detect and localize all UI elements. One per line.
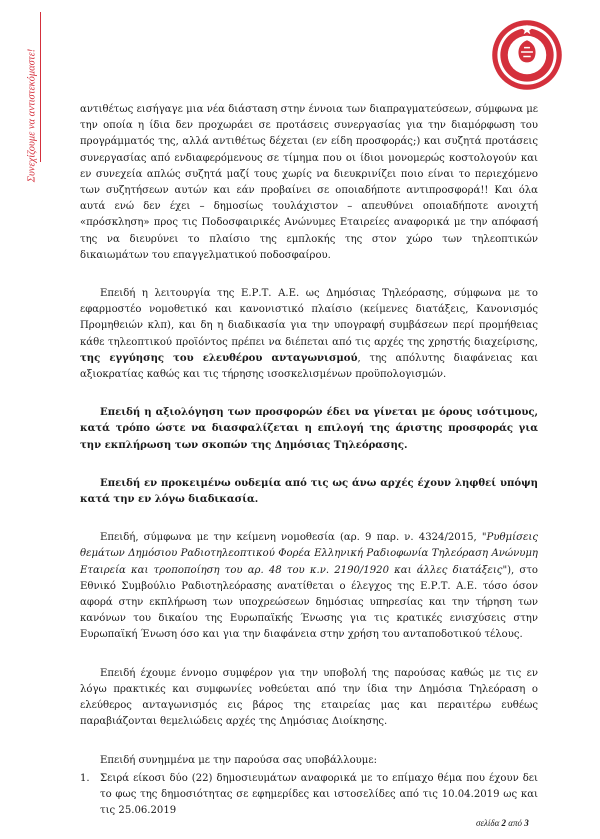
attachments-intro: Επειδή συνημμένα με την παρούσα σας υποβάλλουμε: bbox=[100, 754, 377, 766]
page-number-total: 3 bbox=[524, 818, 529, 828]
page-number-sep: από bbox=[508, 818, 523, 828]
list-item-text: Σειρά είκοσι δύο (22) δημοσιευμάτων αναφορικά με το επίμαχο θέμα που έχουν δει το φως της δημοσιότητας σε εφημερίδες και ιστοσελίδες από τις 10.04.2019 ως και τις 25.06.2019 bbox=[100, 772, 538, 817]
side-slogan bbox=[22, 0, 42, 230]
paragraph-legislation-law-title: Ρυθμίσεις θεμάτων Δημόσιου Ραδιοτηλεοπτικού Φορέα Ελληνική Ραδιοφωνία Τηλεόραση Ανώνυμη Εταιρεία και τροποποίηση του αρ. 48 του κ.ν. 2190/1920 και άλλες διατάξεις bbox=[80, 532, 538, 576]
paragraph-legislation-text: Επειδή, σύμφωνα με την κείμενη νομοθεσία (αρ. 9 παρ. ν. 4324/2015, " bbox=[100, 532, 487, 544]
list-item-number: 1. bbox=[80, 772, 90, 784]
paragraph-ert-operation-end: , της απόλυτης διαφάνειας και αξιοκρατίας καθώς και τις τήρησης ισοσκελισμένων προϋπολογισμών. bbox=[80, 352, 538, 381]
side-divider bbox=[40, 12, 41, 162]
letter-body bbox=[80, 102, 538, 819]
paragraph-principles: Επειδή εν προκειμένω ουδεμία από τις ως άνω αρχές έχουν ληφθεί υπόψη κατά την εν λόγω διαδικασία. bbox=[80, 477, 538, 506]
paragraph-ert-operation bbox=[80, 286, 538, 383]
paragraph-legal-interest: Επειδή έχουμε έννομο συμφέρον για την υποβολή της παρούσας καθώς με τις εν λόγω πρακτικές και συμφωνίες νοθεύεται από την ίδια την Δημόσια Τηλεόραση ο ελεύθερος ανταγωνισμός εις βάρος της εταιρείας μας και περαιτέρω ευθέως παραβιάζονται θεμελιώδεις αρχές της Δημόσιας Διοίκησης. bbox=[80, 667, 538, 728]
paragraph-evaluation: Επειδή η αξιολόγηση των προσφορών έδει να γίνεται με όρους ισότιμους, κατά τρόπο ώστε να διασφαλίζεται η επιλογή της άριστης προσφοράς για την εκπλήρωση των σκοπών της Δημόσιας Τηλεόρασης. bbox=[80, 407, 538, 451]
list-item bbox=[80, 771, 538, 820]
club-crest-logo bbox=[490, 18, 564, 92]
paragraph-legislation-end: "), στο Εθνικό Συμβούλιο Ραδιοτηλεόρασης ανατίθεται ο έλεγχος της Ε.Ρ.Τ. Α.Ε. τόσο όσον αφορά στην εκπλήρωση των υποχρεώσεων δημόσιας υπηρεσίας και την τήρηση των κανόνων του δικαίου της Ευρωπαϊκής Ένωσης για τις κρατικές ενισχύσεις στην Ευρωπαϊκή Ένωση όσο και για την διαφάνεια στην χρήση του ανταποδοτικού τέλους. bbox=[80, 564, 538, 641]
page-number-current: 2 bbox=[501, 818, 507, 828]
paragraph-continuation: αντιθέτως εισήγαγε μια νέα διάσταση στην έννοια των διαπραγματεύσεων, σύμφωνα με την οποία η ίδια δεν προχωράει σε προτάσεις συνεργασίας για την διαμόρφωση του προγράμματός της, αλλά αντιθέτως δέχεται (εν είδη προσφοράς;) και συζητά προτάσεις συνεργασίας από ενδιαφερόμενους σε τίμημα που οι ίδιοι μονομερώς κοστολογούν και εν συνεχεία απλώς συζητά μαζί τους χωρίς να διευκρινίζει ποιο είναι το περιεχόμενο των συζητήσεων αυτών και εάν προβαίνει σε οποιαδήποτε αντιπροσφορά!! Και όλα αυτά ενώ δεν έχει – δημοσίως τουλάχιστον – απευθύνει οποιαδήποτε ανοιχτή «πρόσκληση» προς τις Ποδοσφαιρικές Ανώνυμες Εταιρείες αναφορικά με την απόφασή της να διευρύνει το πλαίσιο της εμπλοκής της στον χώρο των τηλεοπτικών δικαιωμάτων του επαγγελματικού ποδοσφαίρου. bbox=[80, 104, 538, 261]
paragraph-ert-operation-text: Επειδή η λειτουργία της Ε.Ρ.Τ. Α.Ε. ως Δημόσιας Τηλεόρασης, σύμφωνα με το εφαρμοστέο νομοθετικό και κανονιστικό πλαίσιο (κείμενες διατάξεις, Κανονισμός Προμηθειών κλπ), και δη η διαδικασία για την υπογραφή συμβάσεων περί προμήθειας κάθε τηλεοπτικού προϊόντος πρέπει να διέπεται από τις αρχές της χρηστής διαχείρισης, bbox=[80, 288, 538, 348]
paragraph-legislation bbox=[80, 530, 538, 643]
paragraph-ert-operation-emphasis: της εγγύησης του ελευθέρου ανταγωνισμού bbox=[80, 352, 358, 364]
page-number bbox=[476, 818, 529, 828]
side-slogan-text: Συνεχίζουμε να αντιστεκόμαστε! bbox=[26, 48, 38, 182]
page-number-label: σελίδα bbox=[476, 818, 500, 828]
